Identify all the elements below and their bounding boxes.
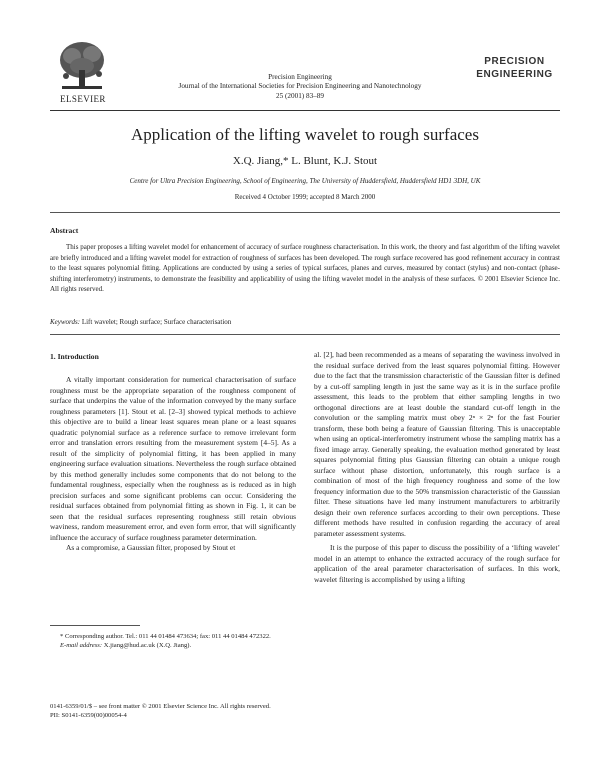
copyright-line: 0141-6359/01/$ – see front matter © 2001 Elsevier Science Inc. All rights reserved. (50, 703, 271, 710)
publisher-name: ELSEVIER (60, 94, 106, 104)
pii-line: PII: S0141-6359(00)00054-4 (50, 712, 127, 720)
abstract-heading: Abstract (50, 226, 79, 235)
body-column-right (314, 350, 560, 585)
author-affiliation: Centre for Ultra Precision Engineering, School of Engineering, The University of Huddersfield, Huddersfield HD1 3DH, UK (129, 177, 481, 185)
brand-line-1: PRECISION (484, 56, 545, 67)
keywords (50, 318, 560, 326)
email-address[interactable]: X.jiang@hud.ac.uk (X.Q. Jiang). (103, 642, 192, 649)
paragraph: al. [2], had been recommended as a means of separating the waviness involved in the residual surface derived from the least squares polynomial fitting. However due to the fact that the transmission characteristic of the Gaussian filter is defined by a cut-off sampling length in just the same way as it is in the surface profile assessment, this leads to the problem that either sampling lengths in two orthogonal directions are at least double the standard cut-off length in the convolution or the sampling matrix must obey 2ⁿ × 2ⁿ for the fast Fourier transform, these both being a feature of Gaussian filtering. This is unacceptable when using an optical-interferometry instrument whose the sampling matrix has a fixed image array. Generally speaking, the evaluation method generated by least squares polynomial fitting plus Gaussian filtering can obtain a unique rough surface without phase distortion, unfortunately, this rough surface is a combination of most of the high frequency roughness and some of the low frequency information due to the 50% transmission characteristic of the Gaussian filter. These situations have led many instrument manufacturers to arbitrarily design their own reference surfaces according to their own perceptions. These different methods have resulted in confusion regarding the accuracy of areal parameter assessment systems. (314, 350, 560, 538)
abstract-top-rule (50, 212, 560, 213)
keywords-list: Lift wavelet; Rough surface; Surface characterisation (81, 318, 232, 326)
footnote-rule (50, 625, 140, 626)
journal-full-name: Journal of the International Societies for Precision Engineering and Nanotechnology (178, 82, 422, 91)
paragraph: A vitally important consideration for numerical characterisation of surface roughness must be the appropriate separation of the roughness component of surface that underpins the value of the information conveyed by the many surface roughness parameters [1]. Stout et al. [2–3] showed typical methods to achieve this objective are to build a linear least squares mean plane or a least squares quadratic polynomial surface as a reference surface to remove irrelevant form error and translation errors resulting from the measurement system [4–5]. As a result of the simplicity of polynomial fitting, it has been applied in many engineering surface evaluation situations. Nevertheless the rough surface obtained by this method generally includes some components that do not belong to the fundamental roughness, especially when the roughness as is reduced as in high precision surfaces and some significant problems can occur. Considering the residual surfaces obtained from polynomial fitting as shown in Fig. 1, it can be seen that the residual surfaces representing roughness still retain obvious waviness, random measurement error, and even form error, that will significantly influence the accuracy of surface roughness parameter determination. (50, 375, 296, 542)
section-heading: 1. Introduction (50, 352, 99, 361)
volume-pages: 25 (2001) 83–89 (276, 91, 324, 100)
email-label: E-mail address: (60, 642, 103, 649)
footnotes (50, 632, 296, 650)
journal-brand (462, 55, 567, 81)
corresponding-author-note: * Corresponding author. Tel.: 011 44 01484 473634; fax: 011 44 01484 472322. (60, 633, 271, 640)
paragraph: It is the purpose of this paper to discuss the possibility of a ‘lifting wavelet’ model in an attempt to enhance the extracted accuracy of the rough surface for application of the areal parameter characterisation of surfaces. In this work, wavelet filtering is accomplished by using a lifting (314, 543, 560, 584)
abstract-text: This paper proposes a lifting wavelet model for enhancement of accuracy of surface roughness characterisation. In this work, the theory and fast algorithm of the lifting wavelet are briefly introduced and a lifting wavelet model for extraction of roughness of surfaces has been developed. The rough surface recovered has good refinement accuracy in contrast to the least squares polynomial fitting. Applications are conducted by using a series of typical surfaces, planes and curves, measured by contact (stylus) and non-contact (phase-shifting interferometry) instruments, to demonstrate the feasibility and applicability of using the lifting wavelet model in the analysis of these surfaces. © 2001 Elsevier Science Inc. All rights reserved. (50, 243, 560, 293)
header-rule (50, 110, 560, 111)
received-dates: Received 4 October 1999; accepted 8 March 2000 (234, 193, 376, 201)
article-title: Application of the lifting wavelet to rough surfaces (131, 125, 479, 144)
journal-info (150, 73, 450, 101)
email-note (50, 641, 296, 650)
body-column-left (50, 375, 296, 554)
paragraph: As a compromise, a Gaussian filter, proposed by Stout et (66, 543, 236, 552)
article-authors: X.Q. Jiang,* L. Blunt, K.J. Stout (232, 155, 378, 167)
journal-name: Precision Engineering (268, 73, 332, 81)
abstract-bottom-rule (50, 334, 560, 335)
copyright-block (50, 702, 450, 720)
keywords-label: Keywords: (50, 318, 81, 326)
brand-line-2: ENGINEERING (476, 69, 553, 80)
